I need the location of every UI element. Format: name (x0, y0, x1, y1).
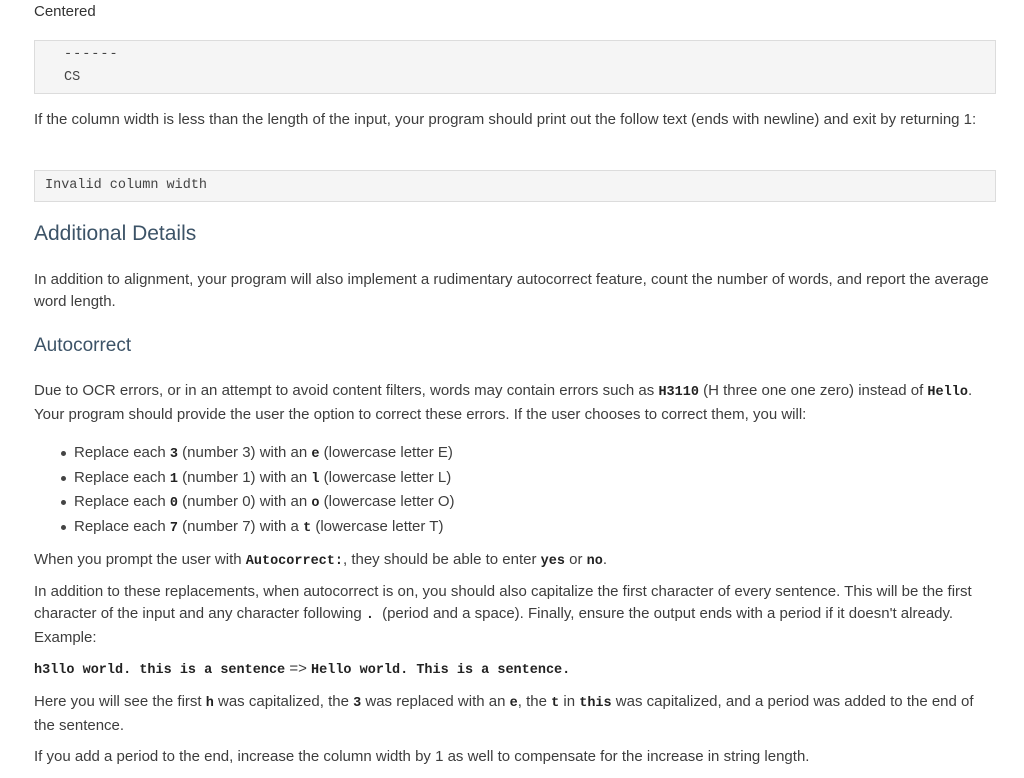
example-input: h3llo world. this is a sentence (34, 663, 286, 678)
text-run: or (564, 551, 587, 568)
centered-example-dashes: ------ (64, 47, 119, 62)
code-from: 3 (169, 447, 179, 462)
autocorrect-description (34, 380, 996, 426)
code-period-space: . (365, 608, 383, 623)
code-t: t (551, 696, 560, 711)
code-hello: Hello (927, 385, 968, 400)
list-item (74, 442, 455, 467)
additional-details-heading: Additional Details (34, 222, 197, 245)
text-run: In addition to these replacements, when autocorrect is on, you should also capitalize the first character of every sentence. This will be the first character of the input and any character following (34, 583, 972, 622)
code-from: 1 (169, 471, 179, 487)
code-3: 3 (353, 696, 362, 711)
code-yes: yes (540, 554, 565, 569)
replacement-rules-list (34, 442, 455, 540)
prompt-paragraph (34, 549, 996, 573)
text-run: (lowercase letter O) (319, 493, 455, 511)
code-e: e (509, 696, 518, 711)
invalid-width-output-block (34, 170, 996, 202)
text-run: , they should be able to enter (342, 551, 541, 568)
centered-example-text: CS (64, 70, 81, 85)
code-to: o (311, 496, 320, 512)
text-run: Replace each (74, 517, 170, 535)
text-run: Here you will see the first (34, 693, 206, 710)
example-output: Hello world. This is a sentence. (311, 663, 571, 678)
code-to: l (311, 471, 320, 487)
text-run: was capitalized, the (213, 693, 354, 710)
code-no: no (586, 554, 603, 569)
autocorrect-example (34, 660, 570, 678)
list-item (74, 467, 455, 492)
text-run: (number 1) with an (178, 468, 312, 486)
list-item (74, 516, 455, 541)
example-arrow: => (285, 660, 312, 677)
text-run: was capitalized, and a period was added to the end of the sentence. (34, 693, 974, 734)
list-item (74, 491, 455, 516)
code-to: t (303, 520, 312, 536)
text-run: Replace each (74, 493, 170, 511)
text-run: , the (517, 693, 552, 710)
text-run: (number 3) with an (178, 444, 312, 461)
code-h3110: H3110 (658, 385, 699, 400)
text-run: was replaced with an (361, 693, 510, 710)
invalid-width-paragraph: If the column width is less than the length of the input, your program should print out the follow text (ends with newline) and exit by returning 1: (34, 111, 977, 128)
example-explanation (34, 691, 996, 737)
code-this: this (579, 696, 612, 711)
text-run: in (559, 693, 580, 710)
column-width-note: If you add a period to the end, increase the column width by 1 as well to compensate for the increase in string length. (34, 748, 810, 765)
capitalization-paragraph (34, 581, 996, 649)
text-run: (number 0) with an (178, 493, 312, 511)
text-run: . (602, 551, 607, 568)
code-h: h (205, 696, 214, 711)
text-run: (lowercase letter T) (311, 517, 444, 535)
centered-label: Centered (34, 3, 96, 20)
text-run: (period and a space). Finally, ensure the output ends with a period if it doesn't already. Example: (34, 605, 954, 646)
additional-details-intro: In addition to alignment, your program will also implement a rudimentary autocorrect feature, count the number of words, and report the average word length. (34, 271, 989, 310)
autocorrect-heading: Autocorrect (34, 335, 132, 356)
text-run: . Your program should provide the user the option to correct these errors. If the user chooses to correct them, you will: (34, 382, 973, 423)
text-run: (lowercase letter L) (319, 468, 452, 486)
text-run: Replace each (74, 468, 170, 486)
text-run: (H three one one zero) instead of (698, 382, 928, 399)
text-run: (lowercase letter E) (319, 444, 453, 461)
centered-example-block (34, 40, 996, 94)
code-from: 7 (169, 520, 179, 536)
text-run: Replace each (74, 444, 170, 461)
text-run: Due to OCR errors, or in an attempt to avoid content filters, words may contain errors such as (34, 382, 659, 399)
text-run: (number 7) with a (178, 517, 304, 535)
invalid-width-output: Invalid column width (45, 178, 208, 193)
text-run: When you prompt the user with (34, 551, 246, 568)
code-from: 0 (169, 496, 179, 512)
code-autocorrect-prompt: Autocorrect: (245, 554, 343, 569)
code-to: e (311, 447, 320, 462)
